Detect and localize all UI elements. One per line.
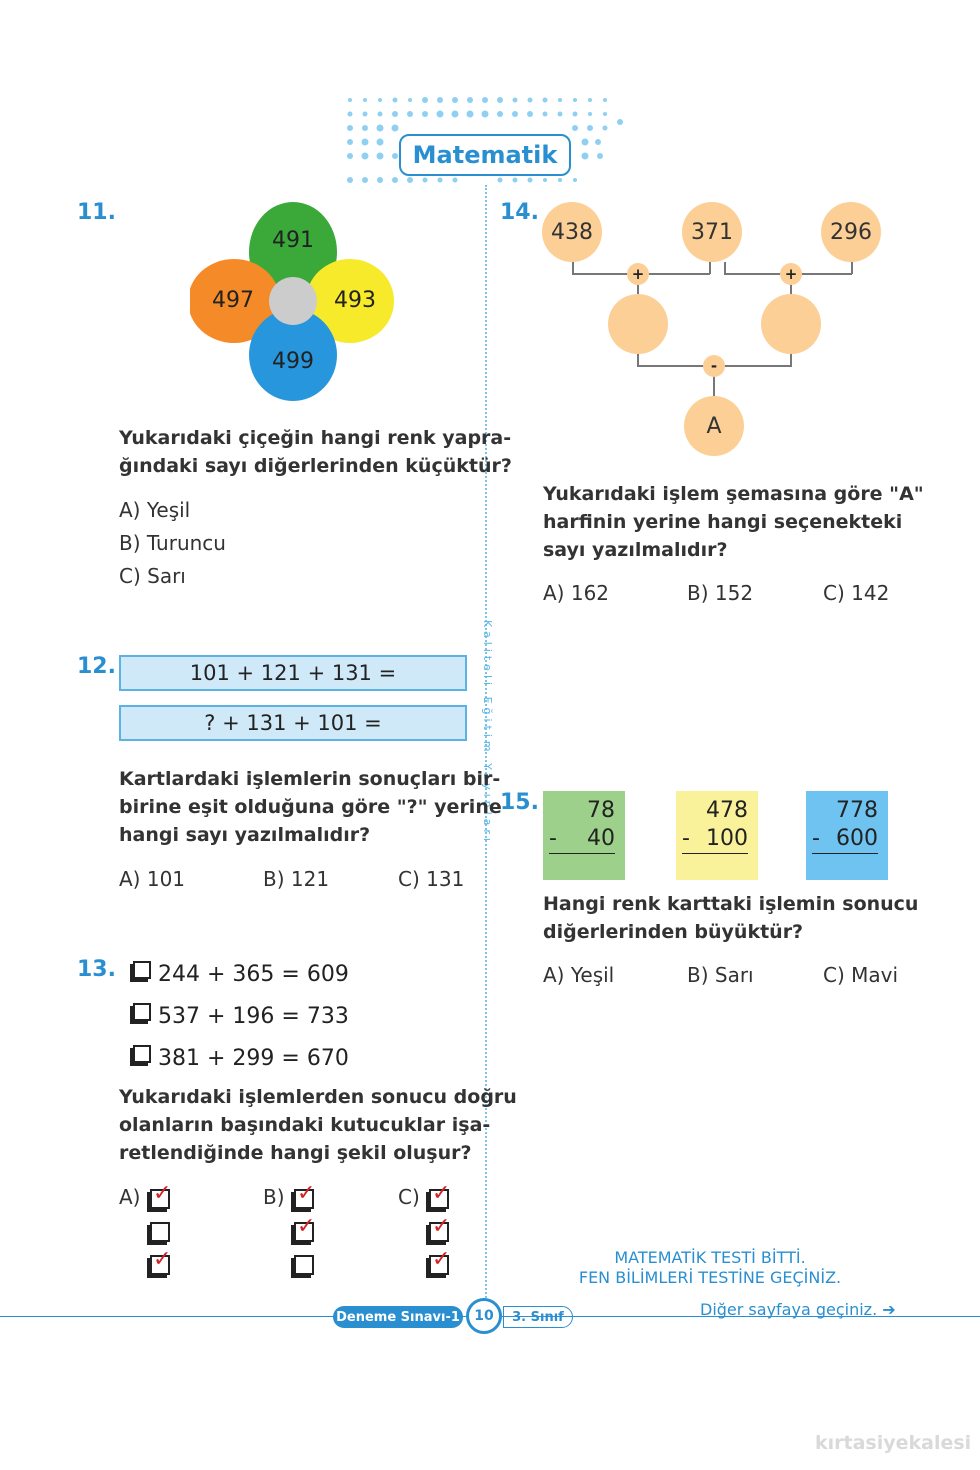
question-number-12: 12. [77, 654, 116, 679]
question-13-text-line-1: Yukarıdaki işlemlerden sonucu doğru [119, 1086, 517, 1108]
check-mark-icon: ✓ [153, 1247, 172, 1272]
question-14-option-c[interactable]: C) 142 [823, 581, 890, 605]
check-mark-icon: ✓ [297, 1214, 316, 1239]
blue-card-bottom-row [812, 825, 878, 854]
yellow-card-bottom: 100 [706, 826, 748, 851]
yellow-card [676, 791, 758, 880]
question-14-text-line-1: Yukarıdaki işlem şemasına göre "A" [543, 483, 924, 505]
page-number: 10 [466, 1298, 502, 1334]
check-mark-icon: ✓ [432, 1181, 451, 1206]
check-mark-icon: ✓ [432, 1214, 451, 1239]
connector [709, 262, 711, 274]
question-11-text-line-1: Yukarıdaki çiçeğin hangi renk yapra- [119, 427, 512, 449]
question-number-13: 13. [77, 957, 116, 982]
end-note-line-2: FEN BİLİMLERİ TESTİNE GEÇİNİZ. [578, 1268, 842, 1287]
equation-2: 537 + 196 = 733 [158, 1004, 349, 1029]
petal-orange-value: 497 [212, 288, 254, 313]
equation-3: 381 + 299 = 670 [158, 1046, 349, 1071]
yellow-card-top: 478 [706, 798, 748, 823]
section-title: Matematik [399, 134, 571, 176]
question-13-option-a-label[interactable]: A) [119, 1185, 141, 1209]
question-12-text-line-2: birine eşit olduğuna göre "?" yerine [119, 796, 502, 818]
connector [790, 352, 792, 366]
minus-sign: - [549, 826, 557, 851]
node-value-3: 296 [821, 202, 881, 262]
minus-sign: - [682, 826, 690, 851]
plus-operator-1: + [627, 263, 649, 285]
option-b-box-2 [294, 1214, 316, 1242]
end-note-line-1: MATEMATİK TESTİ BİTTİ. [614, 1248, 806, 1267]
question-12-option-c[interactable]: C) 131 [398, 867, 465, 891]
question-14-text-line-2: harfinin yerine hangi seçenekteki [543, 511, 903, 533]
green-card-bottom: 40 [587, 826, 615, 851]
petal-green-value: 491 [272, 228, 314, 253]
question-12-option-a[interactable]: A) 101 [119, 867, 186, 891]
question-12-text-line-3: hangi sayı yazılmalıdır? [119, 824, 371, 846]
option-c-box-3 [429, 1247, 451, 1275]
question-14-option-a[interactable]: A) 162 [543, 581, 610, 605]
question-11-text-line-2: ğındaki sayı diğerlerinden küçüktür? [119, 455, 512, 477]
question-13-option-b-label[interactable]: B) [263, 1185, 285, 1209]
green-card-bottom-row [549, 825, 615, 854]
question-13-option-c-label[interactable]: C) [398, 1185, 420, 1209]
petal-yellow-value: 493 [334, 288, 376, 313]
question-11-option-c[interactable]: C) Sarı [119, 564, 186, 588]
plus-operator-2: + [780, 263, 802, 285]
question-number-14: 14. [500, 200, 539, 225]
option-a-box-2 [150, 1222, 170, 1242]
petal-blue-value: 499 [272, 349, 314, 374]
node-result-a: A [684, 396, 744, 456]
equation-3-checkbox[interactable] [133, 1045, 151, 1063]
question-11-option-b[interactable]: B) Turuncu [119, 531, 226, 555]
blue-card [806, 791, 888, 880]
check-mark-icon: ✓ [432, 1247, 451, 1272]
green-card [543, 791, 625, 880]
option-b-box-1 [294, 1181, 316, 1209]
node-value-2: 371 [682, 202, 742, 262]
question-14-option-b[interactable]: B) 152 [687, 581, 754, 605]
exam-name-badge: Deneme Sınavı-1 [333, 1306, 463, 1328]
yellow-card-bottom-row [682, 825, 748, 854]
question-14-text-line-3: sayı yazılmalıdır? [543, 539, 728, 561]
node-empty-2 [761, 294, 821, 354]
option-b-box-3 [294, 1255, 314, 1275]
question-number-15: 15. [500, 790, 539, 815]
equation-1: 244 + 365 = 609 [158, 962, 349, 987]
minus-sign: - [812, 826, 820, 851]
question-12-text-line-1: Kartlardaki işlemlerin sonuçları bir- [119, 768, 501, 790]
check-mark-icon: ✓ [297, 1181, 316, 1206]
question-11-option-a[interactable]: A) Yeşil [119, 498, 191, 522]
check-mark-icon: ✓ [153, 1181, 172, 1206]
option-c-box-1 [429, 1181, 451, 1209]
green-card-top: 78 [587, 798, 615, 823]
question-15-option-b[interactable]: B) Sarı [687, 963, 754, 987]
question-12-option-b[interactable]: B) 121 [263, 867, 330, 891]
node-value-1: 438 [542, 202, 602, 262]
publisher-side-text: Kaliteli Eğitim Yayınları [481, 620, 494, 845]
grade-badge: 3. Sınıf [503, 1306, 573, 1328]
option-a-box-1 [150, 1181, 172, 1209]
operation-card-1: 101 + 121 + 131 = [119, 655, 467, 691]
question-number-11: 11. [77, 200, 116, 225]
question-15-option-c[interactable]: C) Mavi [823, 963, 899, 987]
question-15-option-a[interactable]: A) Yeşil [543, 963, 615, 987]
connector [851, 262, 853, 274]
next-page-link[interactable]: Diğer sayfaya geçiniz. ➔ [700, 1300, 896, 1319]
equation-1-checkbox[interactable] [133, 961, 151, 979]
watermark: kırtasiyekalesi [815, 1432, 972, 1454]
connector [637, 352, 639, 366]
minus-operator: - [703, 355, 725, 377]
blue-card-top: 778 [836, 798, 878, 823]
option-a-box-3 [150, 1247, 172, 1275]
question-15-text-line-1: Hangi renk karttaki işlemin sonucu [543, 893, 919, 915]
option-c-box-2 [429, 1214, 451, 1242]
blue-card-bottom: 600 [836, 826, 878, 851]
node-empty-1 [608, 294, 668, 354]
question-13-text-line-2: olanların başındaki kutucuklar işa- [119, 1114, 491, 1136]
equation-2-checkbox[interactable] [133, 1003, 151, 1021]
operation-card-2: ? + 131 + 101 = [119, 705, 467, 741]
question-15-text-line-2: diğerlerinden büyüktür? [543, 921, 804, 943]
question-13-text-line-3: retlendiğinde hangi şekil oluşur? [119, 1142, 472, 1164]
